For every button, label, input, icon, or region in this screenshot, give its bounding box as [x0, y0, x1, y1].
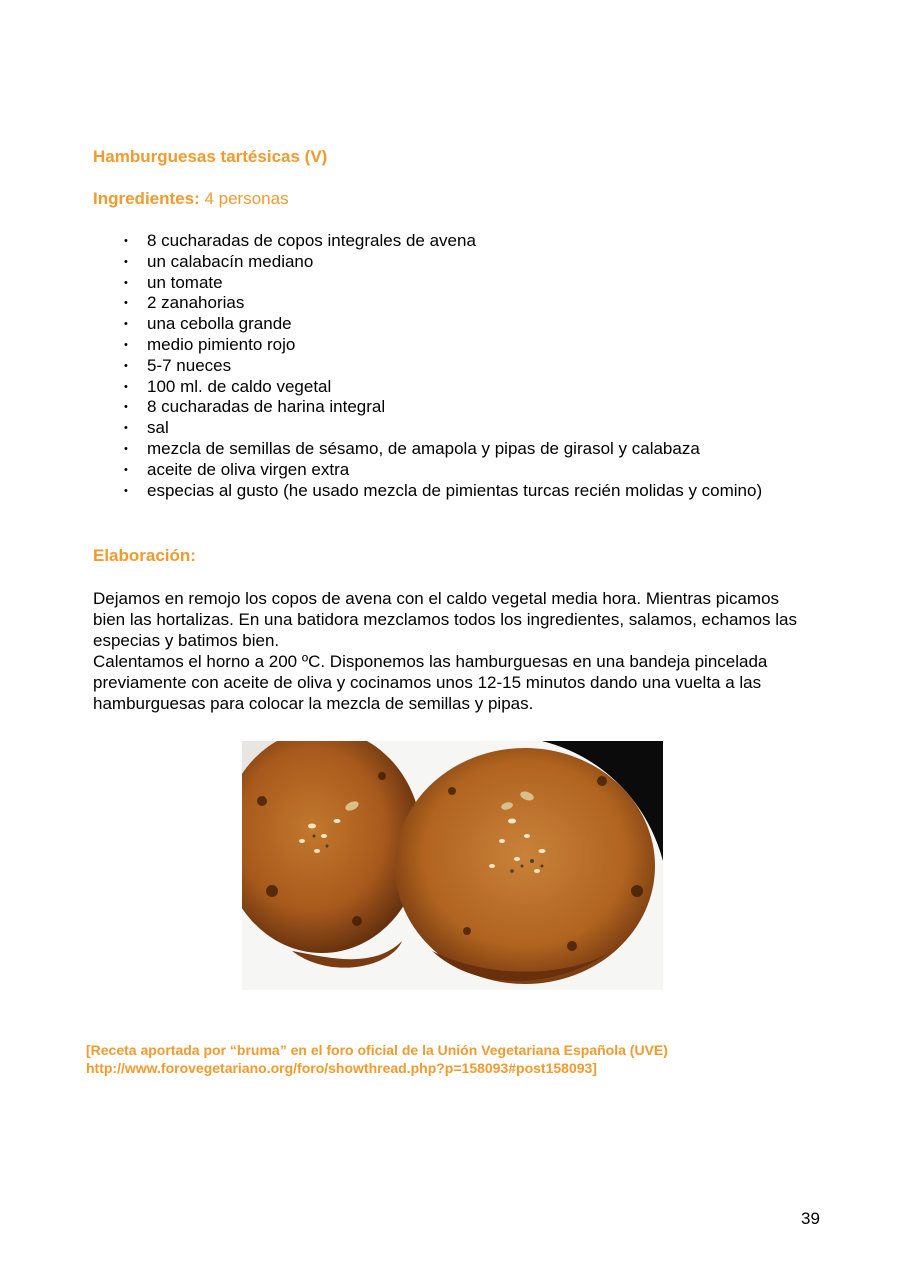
ingredient-text: 8 cucharadas de copos integrales de avena — [147, 231, 476, 250]
list-item — [121, 252, 762, 273]
bullet-icon: • — [124, 276, 128, 289]
bullet-icon: • — [124, 235, 128, 247]
recipe-credit — [86, 1041, 668, 1077]
burgers-illustration — [242, 741, 663, 990]
list-item — [121, 273, 762, 294]
elaboration-text — [93, 588, 813, 714]
bullet-icon: • — [124, 338, 128, 351]
list-item — [121, 314, 762, 335]
ingredient-text: un tomate — [147, 272, 223, 292]
ingredient-text: un calabacín mediano — [147, 251, 314, 271]
elaboration-paragraph: Calentamos el horno a 200 ºC. Disponemos las hamburguesas en una bandeja pincelada previamente con aceite de oliva y cocinamos unos 12-15 minutos dando una vuelta a las hamburguesas para colocar la mezcla de semillas y pipas. — [93, 652, 768, 713]
list-item — [121, 481, 762, 502]
ingredient-list — [121, 231, 762, 501]
list-item — [121, 460, 762, 481]
bullet-icon: • — [124, 255, 128, 268]
ingredient-text: 5-7 nueces — [147, 355, 232, 375]
bullet-icon: • — [124, 442, 128, 455]
ingredient-text: 8 cucharadas de harina integral — [147, 397, 386, 417]
list-item — [121, 377, 762, 398]
ingredients-label: Ingredientes: — [93, 189, 200, 208]
servings: 4 personas — [199, 189, 289, 208]
bullet-icon: • — [124, 380, 128, 393]
ingredient-text: una cebolla grande — [147, 314, 292, 334]
list-item — [121, 439, 762, 460]
elaboration-heading: Elaboración: — [93, 546, 196, 565]
bullet-icon: • — [124, 484, 128, 497]
bullet-icon: • — [124, 463, 128, 476]
bullet-icon: • — [124, 297, 128, 310]
list-item — [121, 418, 762, 439]
burgers-photo — [242, 741, 663, 990]
ingredient-text: sal — [147, 418, 169, 438]
credit-link[interactable]: http://www.forovegetariano.org/foro/showthread.php?p=158093#post158093] — [86, 1060, 597, 1076]
ingredients-heading — [93, 189, 289, 209]
ingredient-text: aceite de oliva virgen extra — [147, 459, 350, 479]
recipe-title: Hamburguesas tartésicas (V) — [93, 147, 328, 166]
list-item — [121, 335, 762, 356]
bullet-icon: • — [124, 318, 128, 331]
elaboration-paragraph: Dejamos en remojo los copos de avena con el caldo vegetal media hora. Mientras picamos bien las hortalizas. En una batidora mezclamos todos los ingredientes, salamos, echamos las especias y batimos bien. — [93, 589, 797, 650]
ingredient-text: 2 zanahorias — [147, 293, 245, 313]
ingredient-text: medio pimiento rojo — [147, 334, 296, 354]
list-item — [121, 356, 762, 377]
bullet-icon: • — [124, 359, 128, 372]
bullet-icon: • — [124, 422, 128, 435]
bullet-icon: • — [124, 401, 128, 414]
credit-line: [Receta aportada por “bruma” en el foro oficial de la Unión Vegetariana Española (UVE) — [86, 1042, 668, 1058]
ingredient-text: especias al gusto (he usado mezcla de pimientas turcas recién molidas y comino) — [147, 480, 763, 500]
list-item — [121, 397, 762, 418]
list-item — [121, 293, 762, 314]
ingredient-text: mezcla de semillas de sésamo, de amapola y pipas de girasol y calabaza — [147, 438, 700, 458]
ingredient-text: 100 ml. de caldo vegetal — [147, 376, 332, 396]
page-number: 39 — [801, 1209, 820, 1228]
list-item — [121, 231, 762, 252]
